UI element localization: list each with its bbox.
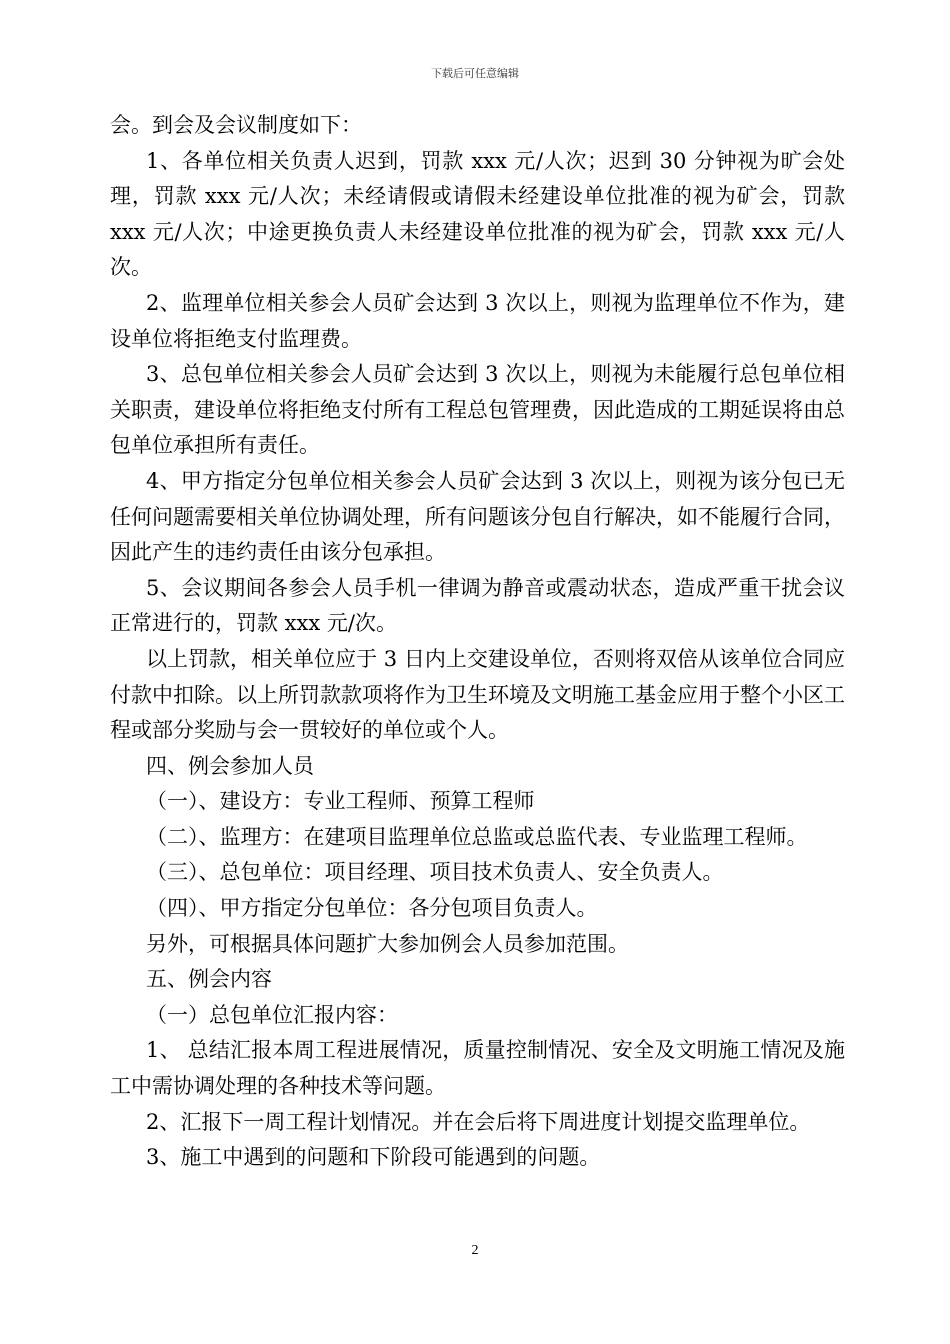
paragraph: （一）总包单位汇报内容： bbox=[146, 1002, 398, 1027]
paragraph: （四）、甲方指定分包单位：各分包项目负责人。 bbox=[146, 896, 598, 921]
page-number: 2 bbox=[471, 1243, 479, 1258]
paragraph: 4、甲方指定分包单位相关参会人员矿会达到 3 次以上，则视为该分包已无任何问题需要相关单位协调处理，所有问题该分包自行解决，如不能履行合同，因此产生的违约责任由该分包承担。 bbox=[110, 468, 845, 565]
paragraph: （一）、建设方：专业工程师、预算工程师 bbox=[146, 789, 535, 814]
paragraph: 1、 总结汇报本周工程进展情况，质量控制情况、安全及文明施工情况及施工中需协调处理的各种技术等问题。 bbox=[110, 1038, 845, 1099]
paragraph: 五、例会内容 bbox=[146, 967, 272, 992]
paragraph: （三）、总包单位：项目经理、项目技术负责人、安全负责人。 bbox=[146, 860, 724, 885]
paragraph: 2、汇报下一周工程计划情况。并在会后将下周进度计划提交监理单位。 bbox=[146, 1109, 811, 1134]
paragraph: 另外，可根据具体问题扩大参加例会人员参加范围。 bbox=[146, 931, 629, 956]
paragraph: 会。到会及会议制度如下： bbox=[110, 113, 362, 137]
paragraph: 以上罚款，相关单位应于 3 日内上交建设单位，否则将双倍从该单位合同应付款中扣除。以上所罚款款项将作为卫生环境及文明施工基金应用于整个小区工程或部分奖励与会一贯较好的单位或个人。 bbox=[110, 646, 845, 743]
paragraph: （二）、监理方：在建项目监理单位总监或总监代表、专业监理工程师。 bbox=[146, 824, 808, 849]
paragraph: 四、例会参加人员 bbox=[146, 753, 314, 778]
paragraph: 5、会议期间各参会人员手机一律调为静音或震动状态，造成严重干扰会议正常进行的，罚款 xxx 元/次。 bbox=[110, 575, 845, 636]
document-body bbox=[110, 108, 845, 1176]
paragraph: 2、监理单位相关参会人员矿会达到 3 次以上，则视为监理单位不作为，建设单位将拒绝支付监理费。 bbox=[110, 290, 845, 351]
paragraph: 3、施工中遇到的问题和下阶段可能遇到的问题。 bbox=[146, 1145, 601, 1170]
page-header: 下载后可任意编辑 bbox=[431, 67, 519, 80]
paragraph: 3、总包单位相关参会人员矿会达到 3 次以上，则视为未能履行总包单位相关职责，建设单位将拒绝支付所有工程总包管理费，因此造成的工期延误将由总包单位承担所有责任。 bbox=[110, 362, 845, 458]
paragraph: 1、各单位相关负责人迟到，罚款 xxx 元/人次；迟到 30 分钟视为旷会处理，罚款 xxx 元/人次；未经请假或请假未经建设单位批准的视为矿会，罚款 xxx 元/人次；中途更换负责人未经建设单位批准的视为矿会，罚款 xxx 元/人次。 bbox=[110, 148, 845, 280]
